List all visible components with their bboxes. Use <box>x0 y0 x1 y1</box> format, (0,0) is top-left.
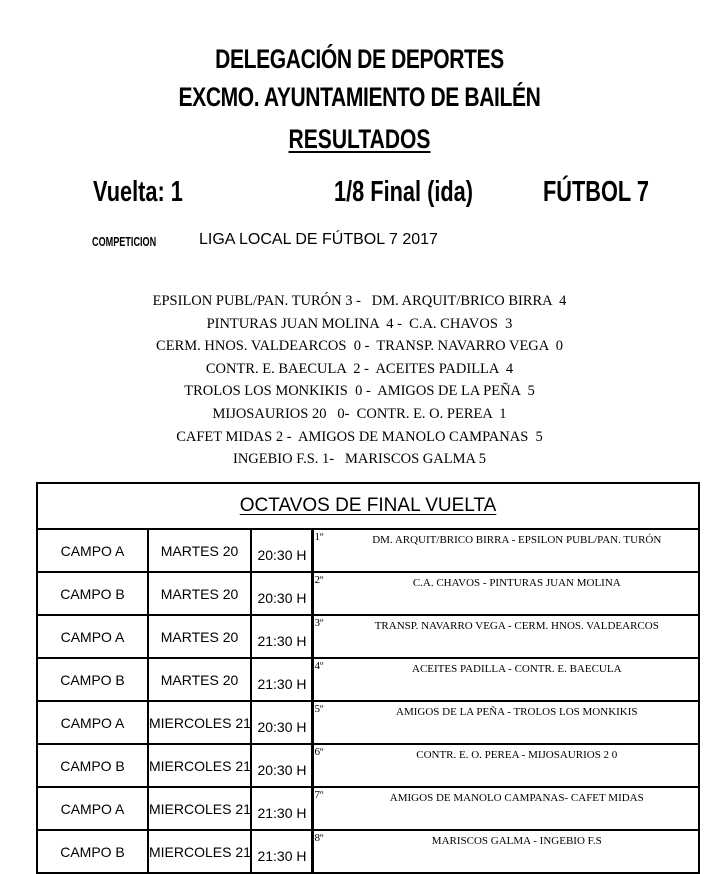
partido-cell <box>312 615 699 658</box>
result-item: EPSILON PUBL/PAN. TURÓN 3 - DM. ARQUIT/BRICO BIRRA 4 <box>152 293 567 309</box>
match-teams: ACEITES PADILLA - CONTR. E. BAECULA <box>412 663 622 675</box>
competicion-label: COMPETICION <box>92 234 157 249</box>
schedule-title: OCTAVOS DE FINAL VUELTA <box>239 495 497 516</box>
result-item: TROLOS LOS MONKIKIS 0 - AMIGOS DE LA PEÑA 5 <box>184 383 535 400</box>
partido-cell <box>312 830 699 873</box>
match-number: 5º <box>314 703 324 715</box>
result-item: MIJOSAURIOS 20 0- CONTR. E. O. PEREA 1 <box>212 405 507 422</box>
match-teams: CONTR. E. O. PEREA - MIJOSAURIOS 2 0 <box>416 749 618 761</box>
schedule-table <box>36 482 700 874</box>
deporte-label: FÚTBOL 7 <box>543 176 649 208</box>
campo-cell: CAMPO B <box>37 744 148 787</box>
result-item: CERM. HNOS. VALDEARCOS 0 - TRANSP. NAVARRO VEGA 0 <box>156 338 563 355</box>
table-row <box>37 787 699 830</box>
result-item: INGEBIO F.S. 1- MARISCOS GALMA 5 <box>232 451 487 468</box>
dia-cell: MARTES 20 <box>148 658 251 701</box>
dia-cell: MIERCOLES 21 <box>148 701 251 744</box>
hora-cell: 21:30 H <box>251 658 312 701</box>
result-item: PINTURAS JUAN MOLINA 4 - C.A. CHAVOS 3 <box>206 315 513 332</box>
dia-cell: MIERCOLES 21 <box>148 787 251 830</box>
hora-cell: 21:30 H <box>251 787 312 830</box>
result-item: CONTR. E. BAECULA 2 - ACEITES PADILLA 4 <box>205 360 514 377</box>
table-row <box>37 615 699 658</box>
resultados-title: RESULTADOS <box>288 124 431 154</box>
table-row <box>37 572 699 615</box>
match-teams: DM. ARQUIT/BRICO BIRRA - EPSILON PUBL/PAN. TURÓN <box>372 534 662 546</box>
campo-cell: CAMPO A <box>37 787 148 830</box>
hora-cell: 20:30 H <box>251 701 312 744</box>
hora-cell: 20:30 H <box>251 744 312 787</box>
table-row <box>37 744 699 787</box>
partido-cell <box>312 529 699 572</box>
campo-cell: CAMPO A <box>37 615 148 658</box>
header-delegacion: DELEGACIÓN DE DEPORTES <box>215 44 504 74</box>
campo-cell: CAMPO B <box>37 572 148 615</box>
match-number: 4º <box>314 660 324 672</box>
campo-cell: CAMPO A <box>37 701 148 744</box>
table-row <box>37 701 699 744</box>
hora-cell: 20:30 H <box>251 529 312 572</box>
table-row <box>37 658 699 701</box>
result-item: CAFET MIDAS 2 - AMIGOS DE MANOLO CAMPANAS 5 <box>176 428 543 445</box>
header-ayuntamiento: EXCMO. AYUNTAMIENTO DE BAILÉN <box>178 82 541 112</box>
match-teams: C.A. CHAVOS - PINTURAS JUAN MOLINA <box>412 577 621 589</box>
hora-cell: 21:30 H <box>251 830 312 873</box>
match-teams: AMIGOS DE MANOLO CAMPANAS- CAFET MIDAS <box>389 792 644 804</box>
dia-cell: MARTES 20 <box>148 529 251 572</box>
match-number: 1º <box>314 531 324 543</box>
fase-label: 1/8 Final (ida) <box>334 176 473 208</box>
competicion-value: LIGA LOCAL DE FÚTBOL 7 2017 <box>199 231 438 248</box>
campo-cell: CAMPO B <box>37 658 148 701</box>
match-teams: MARISCOS GALMA - INGEBIO F.S <box>431 835 602 847</box>
results-list <box>0 290 719 471</box>
match-number: 2º <box>314 574 324 586</box>
table-row <box>37 529 699 572</box>
partido-cell <box>312 701 699 744</box>
match-number: 3º <box>314 617 324 629</box>
table-row <box>37 830 699 873</box>
header-resultados <box>79 124 640 155</box>
match-number: 6º <box>314 746 324 758</box>
partido-cell <box>312 658 699 701</box>
match-number: 7º <box>314 789 324 801</box>
dia-cell: MIERCOLES 21 <box>148 744 251 787</box>
hora-cell: 20:30 H <box>251 572 312 615</box>
partido-cell <box>312 744 699 787</box>
dia-cell: MARTES 20 <box>148 572 251 615</box>
hora-cell: 21:30 H <box>251 615 312 658</box>
match-teams: AMIGOS DE LA PEÑA - TROLOS LOS MONKIKIS <box>396 706 638 718</box>
dia-cell: MARTES 20 <box>148 615 251 658</box>
campo-cell: CAMPO B <box>37 830 148 873</box>
schedule-title-cell <box>37 483 699 529</box>
partido-cell <box>312 572 699 615</box>
campo-cell: CAMPO A <box>37 529 148 572</box>
vuelta-label: Vuelta: 1 <box>93 176 183 208</box>
partido-cell <box>312 787 699 830</box>
match-number: 8º <box>314 832 324 844</box>
dia-cell: MIERCOLES 21 <box>148 830 251 873</box>
match-teams: TRANSP. NAVARRO VEGA - CERM. HNOS. VALDEARCOS <box>374 620 659 632</box>
